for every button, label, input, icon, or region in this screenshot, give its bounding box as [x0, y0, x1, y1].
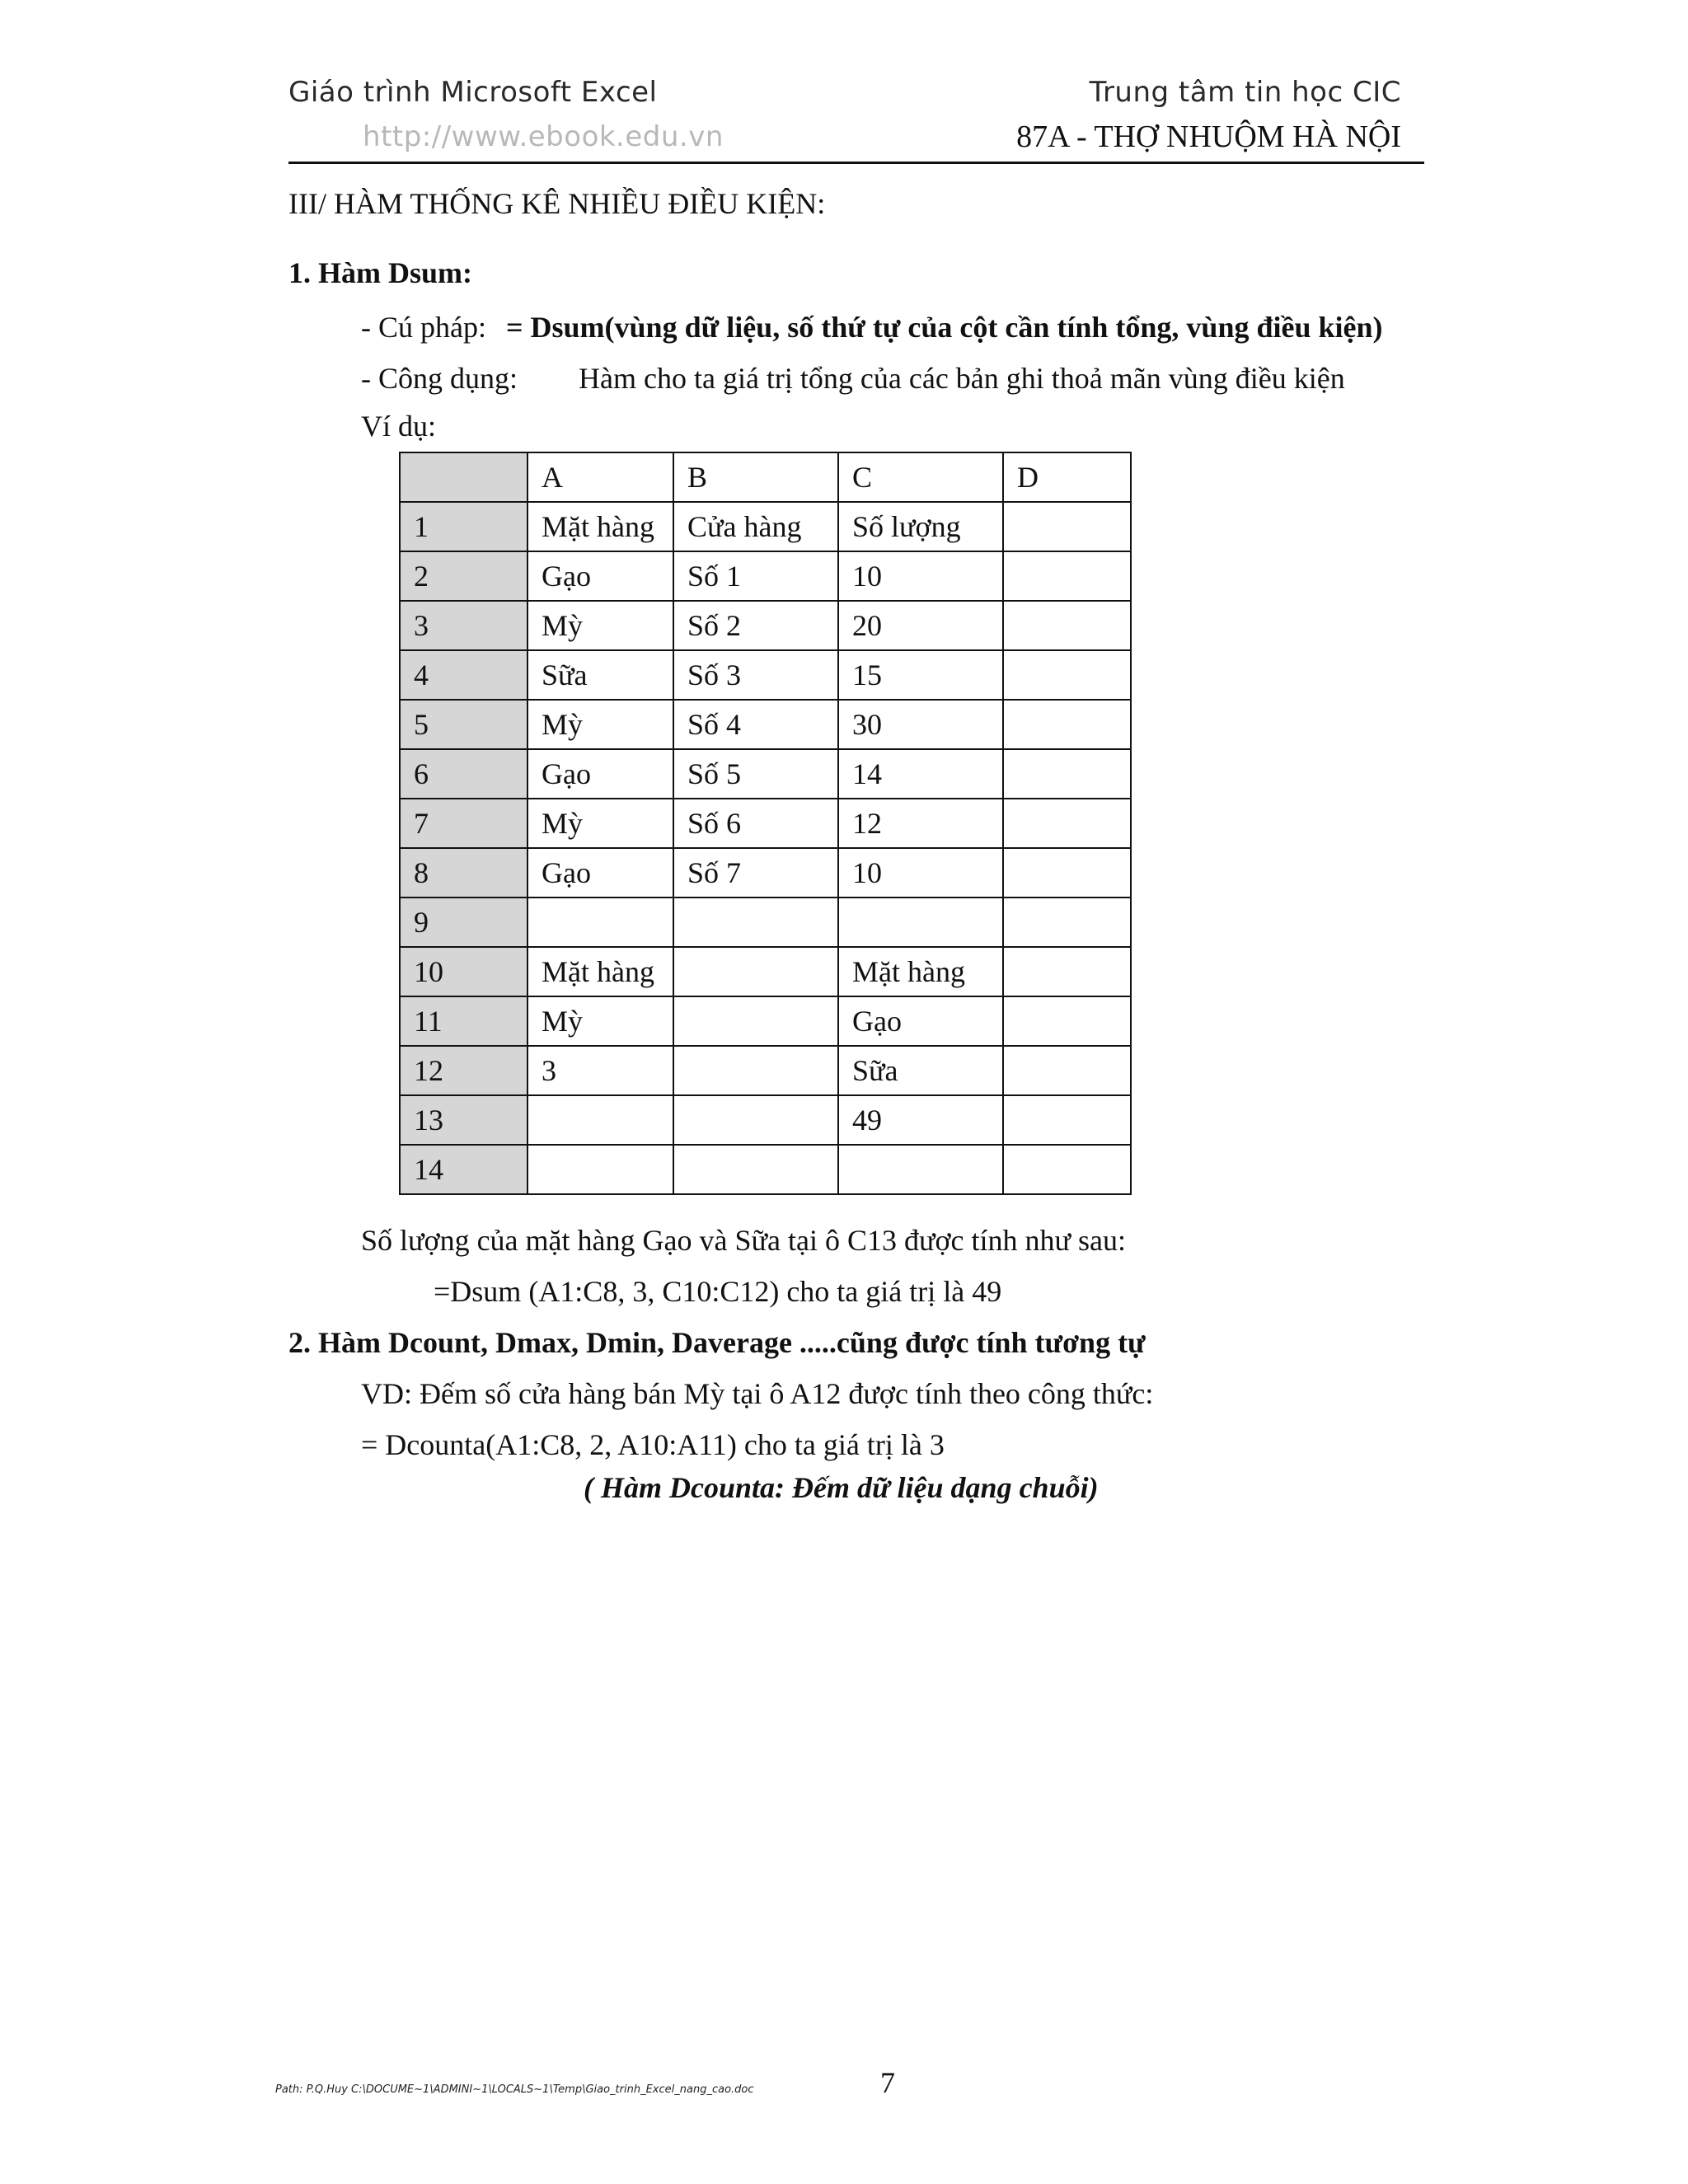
table-cell	[673, 1046, 838, 1095]
table-cell	[673, 898, 838, 947]
table-cell: Sữa	[528, 650, 673, 700]
table-row	[400, 996, 1131, 1046]
header-divider	[288, 162, 1424, 164]
table-cell	[838, 898, 1003, 947]
header-left-title: Giáo trình Microsoft Excel	[288, 76, 658, 109]
table-cell: Mỳ	[528, 601, 673, 650]
table-row	[400, 947, 1131, 996]
table-cell	[673, 996, 838, 1046]
column-header-row	[400, 452, 1131, 502]
row-header-cell: 12	[400, 1046, 528, 1095]
row-header-cell: 8	[400, 848, 528, 898]
table-cell: Gạo	[528, 749, 673, 799]
table-row	[400, 650, 1131, 700]
row-header-cell: 13	[400, 1095, 528, 1145]
row-header-cell: 14	[400, 1145, 528, 1194]
table-cell	[1003, 799, 1131, 848]
table-cell: Mặt hàng	[838, 947, 1003, 996]
row-header-cell: 4	[400, 650, 528, 700]
dcounta-note: ( Hàm Dcounta: Đếm dữ liệu dạng chuỗi)	[584, 1471, 1099, 1504]
row-header-cell: 11	[400, 996, 528, 1046]
table-cell	[1003, 601, 1131, 650]
table-cell	[1003, 1145, 1131, 1194]
table-cell	[528, 898, 673, 947]
footer-file-path: Path: P.Q.Huy C:\DOCUME~1\ADMINI~1\LOCALS~1\Temp\Giao_trinh_Excel_nang_cao.doc	[275, 2083, 754, 2096]
row-header-cell: 2	[400, 551, 528, 601]
table-cell	[838, 1145, 1003, 1194]
table-cell: Mỳ	[528, 996, 673, 1046]
dcount-heading: 2. Hàm Dcount, Dmax, Dmin, Daverage .....cũng được tính tương tự	[288, 1326, 1146, 1359]
syntax-label: - Cú pháp:	[361, 311, 486, 344]
table-cell: Số 7	[673, 848, 838, 898]
table-cell: Gạo	[528, 551, 673, 601]
table-cell: Số 2	[673, 601, 838, 650]
table-row	[400, 749, 1131, 799]
header-right-title: Trung tâm tin học CIC	[1089, 76, 1401, 109]
table-cell: 14	[838, 749, 1003, 799]
table-cell: Mỳ	[528, 700, 673, 749]
row-header-cell: 1	[400, 502, 528, 551]
dcounta-formula: = Dcounta(A1:C8, 2, A10:A11) cho ta giá trị là 3	[361, 1428, 945, 1461]
table-cell	[1003, 650, 1131, 700]
explanation-line: Số lượng của mặt hàng Gạo và Sữa tại ô C13 được tính như sau:	[361, 1224, 1126, 1257]
usage-label: - Công dụng:	[361, 362, 518, 395]
table-cell: Cửa hàng	[673, 502, 838, 551]
column-header-d: D	[1003, 452, 1131, 502]
table-cell	[528, 1145, 673, 1194]
table-cell: Mặt hàng	[528, 502, 673, 551]
table-row	[400, 898, 1131, 947]
syntax-value: = Dsum(vùng dữ liệu, số thứ tự của cột cần tính tổng, vùng điều kiện)	[506, 311, 1383, 344]
table-cell	[1003, 996, 1131, 1046]
row-header-cell: 5	[400, 700, 528, 749]
example-label: Ví dụ:	[361, 410, 437, 443]
row-header-cell: 7	[400, 799, 528, 848]
dsum-heading: 1. Hàm Dsum:	[288, 256, 472, 289]
table-cell: 10	[838, 848, 1003, 898]
table-cell	[1003, 848, 1131, 898]
table-cell: Mặt hàng	[528, 947, 673, 996]
table-cell: 20	[838, 601, 1003, 650]
column-header-a: A	[528, 452, 673, 502]
row-header-cell: 9	[400, 898, 528, 947]
table-cell: Số 6	[673, 799, 838, 848]
table-cell	[673, 947, 838, 996]
header-address: 87A - THỢ NHUỘM HÀ NỘI	[1016, 120, 1401, 154]
table-cell: 10	[838, 551, 1003, 601]
table-cell: Số 1	[673, 551, 838, 601]
table-cell: 49	[838, 1095, 1003, 1145]
table-row	[400, 502, 1131, 551]
column-header-b: B	[673, 452, 838, 502]
table-cell: 30	[838, 700, 1003, 749]
usage-value: Hàm cho ta giá trị tổng của các bản ghi thoả mãn vùng điều kiện	[579, 362, 1345, 395]
table-cell: 12	[838, 799, 1003, 848]
table-cell	[673, 1095, 838, 1145]
header-url: http://www.ebook.edu.vn	[363, 120, 724, 153]
row-header-cell: 3	[400, 601, 528, 650]
dcount-example: VD: Đếm số cửa hàng bán Mỳ tại ô A12 được tính theo công thức:	[361, 1377, 1154, 1410]
table-cell: 15	[838, 650, 1003, 700]
spreadsheet-example-table	[399, 452, 1132, 1195]
row-header-cell: 6	[400, 749, 528, 799]
table-cell	[1003, 700, 1131, 749]
table-cell	[1003, 1046, 1131, 1095]
table-cell: Mỳ	[528, 799, 673, 848]
table-cell	[1003, 947, 1131, 996]
table-row	[400, 799, 1131, 848]
dsum-formula-result: =Dsum (A1:C8, 3, C10:C12) cho ta giá trị là 49	[434, 1275, 1002, 1308]
table-cell: 3	[528, 1046, 673, 1095]
table-row	[400, 1095, 1131, 1145]
table-row	[400, 551, 1131, 601]
table-cell: Số 4	[673, 700, 838, 749]
table-row	[400, 848, 1131, 898]
table-cell: Số 3	[673, 650, 838, 700]
table-cell: Số lượng	[838, 502, 1003, 551]
table-cell	[1003, 749, 1131, 799]
table-row	[400, 700, 1131, 749]
section-title: III/ HÀM THỐNG KÊ NHIỀU ĐIỀU KIỆN:	[288, 187, 826, 220]
corner-cell	[400, 452, 528, 502]
table-cell: Gạo	[528, 848, 673, 898]
table-cell: Sữa	[838, 1046, 1003, 1095]
column-header-c: C	[838, 452, 1003, 502]
table-cell: Số 5	[673, 749, 838, 799]
table-cell: Gạo	[838, 996, 1003, 1046]
table-row	[400, 1145, 1131, 1194]
page-number: 7	[880, 2066, 895, 2099]
table-row	[400, 1046, 1131, 1095]
table-cell	[1003, 1095, 1131, 1145]
table-cell	[673, 1145, 838, 1194]
table-cell	[1003, 502, 1131, 551]
table-cell	[528, 1095, 673, 1145]
row-header-cell: 10	[400, 947, 528, 996]
table-cell	[1003, 898, 1131, 947]
table-cell	[1003, 551, 1131, 601]
table-row	[400, 601, 1131, 650]
